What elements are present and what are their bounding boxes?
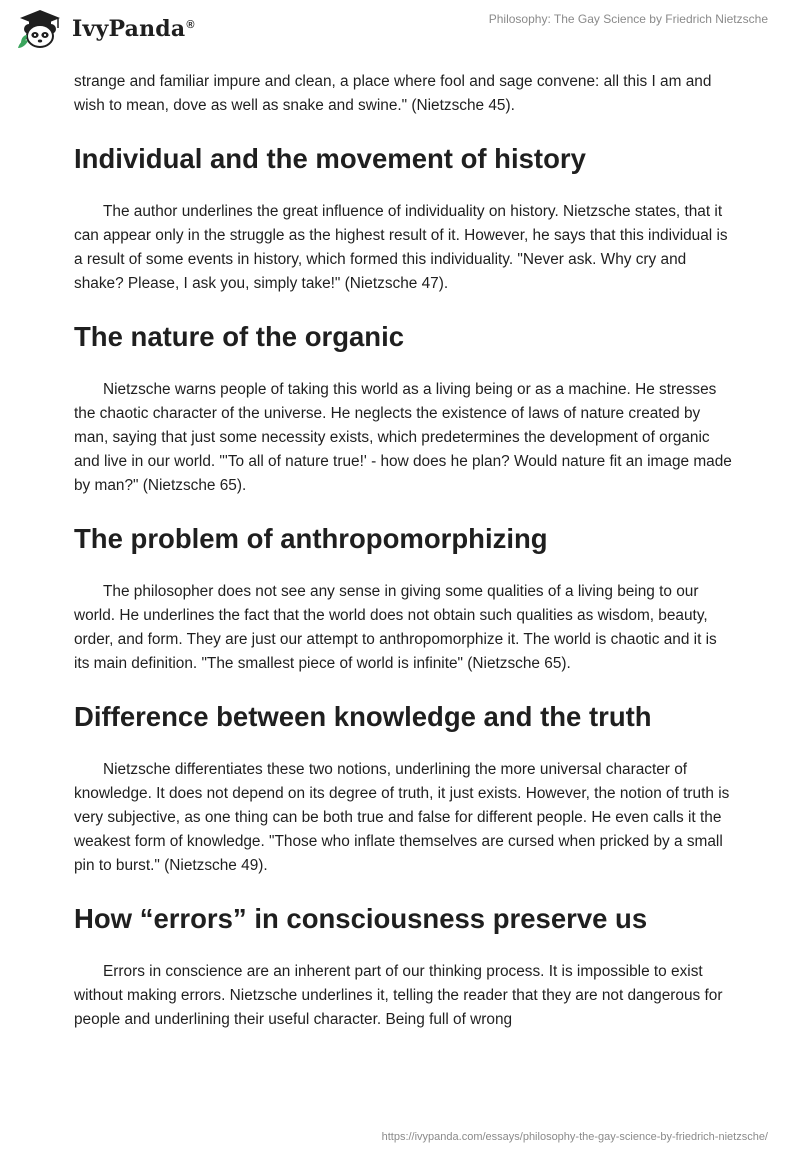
ivypanda-logo[interactable]	[14, 8, 195, 50]
page-header	[0, 0, 800, 60]
section-paragraph-nature-organic: Nietzsche warns people of taking this world as a living being or as a machine. He stresses the chaotic character of the universe. He neglects the existence of laws of nature created by man, saying that just some necessity exists, which predetermines the development of organic and live in our world. "'To all of nature true!' - how does he plan? Would nature fit an image made by man?" (Nietzsche 65).	[74, 381, 732, 494]
section-paragraph-knowledge-truth: Nietzsche differentiates these two notions, underlining the more universal character of knowledge. It does not depend on its degree of truth, it just exists. However, the notion of truth is very subjective, as one thing can be both true and false for different people. He even calls it the weakest form of knowledge. "Those who inflate themselves are cursed when pricked by a small pin to burst." (Nietzsche 49).	[74, 761, 730, 874]
section-paragraph-individual-history: The author underlines the great influence of individuality on history. Nietzsche states, that it can appear only in the struggle as the highest result of it. However, he says that this individual is a result of some events in history, which formed this individuality. "Never ask. Why cry and shake? Please, I ask you, simply take!" (Nietzsche 47).	[74, 203, 728, 292]
section-paragraph-errors-consciousness: Errors in conscience are an inherent part of our thinking process. It is impossible to exist without making errors. Nietzsche underlines it, telling the reader that they are not dangerous for people and underlining their useful character. Being full of wrong	[74, 963, 723, 1028]
section-heading-nature-organic: The nature of the organic	[74, 321, 405, 352]
brand-name: IvyPanda®	[72, 16, 195, 42]
section-heading-anthropomorphizing: The problem of anthropomorphizing	[74, 523, 548, 554]
intro-paragraph: strange and familiar impure and clean, a place where fool and sage convene: all this I am and wish to mean, dove as well as snake and swine." (Nietzsche 45).	[74, 73, 712, 114]
section-paragraph-anthropomorphizing: The philosopher does not see any sense in giving some qualities of a living being to our world. He underlines the fact that the world does not obtain such qualities as wisdom, beauty, order, and form. They are just our attempt to anthropomorphize it. The world is chaotic and it is its main definition. "The smallest piece of world is infinite" (Nietzsche 65).	[74, 583, 717, 672]
section-heading-errors-consciousness: How “errors” in consciousness preserve us	[74, 903, 648, 934]
article-body	[74, 70, 734, 1032]
section-heading-knowledge-truth: Difference between knowledge and the truth	[74, 701, 652, 732]
panda-graduate-icon	[14, 8, 66, 50]
section-heading-individual-history: Individual and the movement of history	[74, 143, 586, 174]
source-url[interactable]: https://ivypanda.com/essays/philosophy-the-gay-science-by-friedrich-nietzsche/	[381, 1131, 768, 1143]
document-title: Philosophy: The Gay Science by Friedrich Nietzsche	[488, 12, 768, 26]
